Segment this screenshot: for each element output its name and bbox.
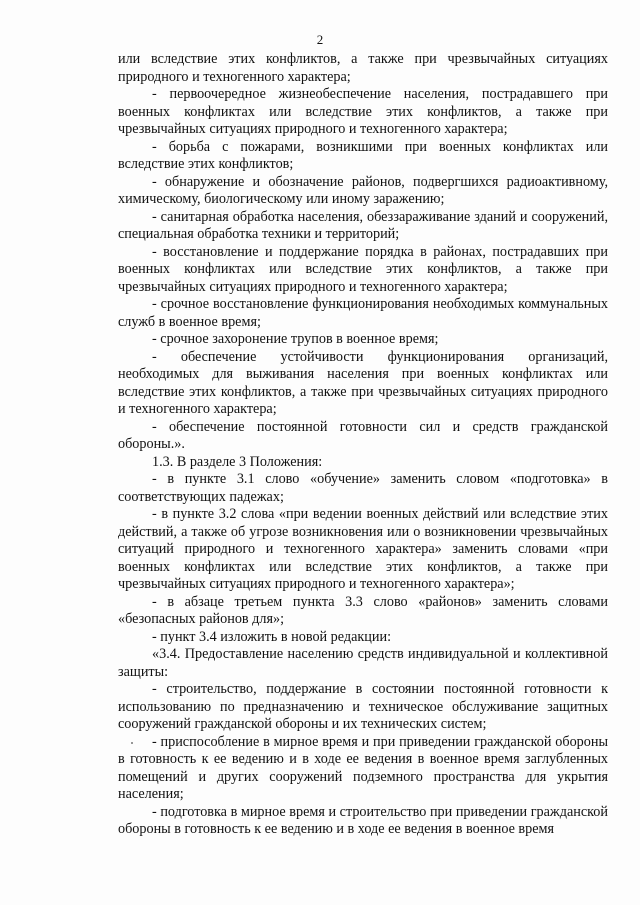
paragraph: - обеспечение постоянной готовности сил и средств гражданской обороны.». bbox=[118, 418, 608, 452]
document-body bbox=[118, 51, 608, 839]
paragraph: - обеспечение устойчивости функционирования организаций, необходимых для выживания населения при военных конфликтах или вследствие этих конфликтов, а также при чрезвычайных ситуациях природного и техногенного характера; bbox=[118, 348, 608, 417]
paragraph: - в пункте 3.1 слово «обучение» заменить словом «подготовка» в соответствующих падежах; bbox=[118, 471, 608, 505]
paragraph: - обнаружение и обозначение районов, подвергшихся радиоактивному, химическому, биологическому или иному заражению; bbox=[118, 173, 608, 207]
page-number: 2 bbox=[316, 32, 324, 47]
paragraph: - приспособление в мирное время и при приведении гражданской обороны в готовность к ее ведению и в ходе ее ведения в военное время заглубленных помещений и других сооружений подземного пространства для укрытия населения; bbox=[118, 733, 608, 802]
paragraph: - первоочередное жизнеобеспечение населения, пострадавшего при военных конфликтах или вследствие этих конфликтов, а также при чрезвычайных ситуациях природного и техногенного характера; bbox=[118, 86, 608, 137]
paragraph: - борьба с пожарами, возникшими при военных конфликтах или вследствие этих конфликтов; bbox=[118, 138, 608, 172]
section-heading: 1.3. В разделе 3 Положения: bbox=[152, 453, 323, 470]
paragraph: или вследствие этих конфликтов, а также при чрезвычайных ситуациях природного и техногенного характера; bbox=[118, 51, 608, 85]
paragraph: - пункт 3.4 изложить в новой редакции: bbox=[152, 628, 392, 645]
paragraph: - подготовка в мирное время и строительство при приведении гражданской обороны в готовность к ее ведению и в ходе ее ведения в военное время bbox=[118, 803, 608, 837]
paragraph: - срочное захоронение трупов в военное время; bbox=[152, 331, 439, 347]
paragraph: - строительство, поддержание в состоянии постоянной готовности к использованию по предназначению и техническое обслуживание защитных сооружений гражданской обороны и их технических систем; bbox=[118, 681, 608, 732]
paragraph: «3.4. Предоставление населению средств индивидуальной и коллективной защиты: bbox=[118, 646, 608, 680]
paragraph: - санитарная обработка населения, обеззараживание зданий и сооружений, специальная обработка техники и территорий; bbox=[118, 208, 608, 242]
paragraph: - в абзаце третьем пункта 3.3 слово «районов» заменить словами «безопасных районов для»; bbox=[118, 593, 608, 627]
scan-speck bbox=[131, 742, 133, 744]
paragraph: - в пункте 3.2 слова «при ведении военных действий или вследствие этих действий, а также об угрозе возникновения или о возникновении чрезвычайных ситуаций природного и техногенного характера» заменить словами «при военных конфликтах или вследствие этих конфликтов, а также при чрезвычайных ситуациях природного и техногенного характера»; bbox=[118, 506, 608, 592]
paragraph: - восстановление и поддержание порядка в районах, пострадавших при военных конфликтах или вследствие этих конфликтов, а также при чрезвычайных ситуациях природного и техногенного характера; bbox=[118, 243, 608, 295]
paragraph: - срочное восстановление функционирования необходимых коммунальных служб в военное время; bbox=[118, 296, 608, 330]
